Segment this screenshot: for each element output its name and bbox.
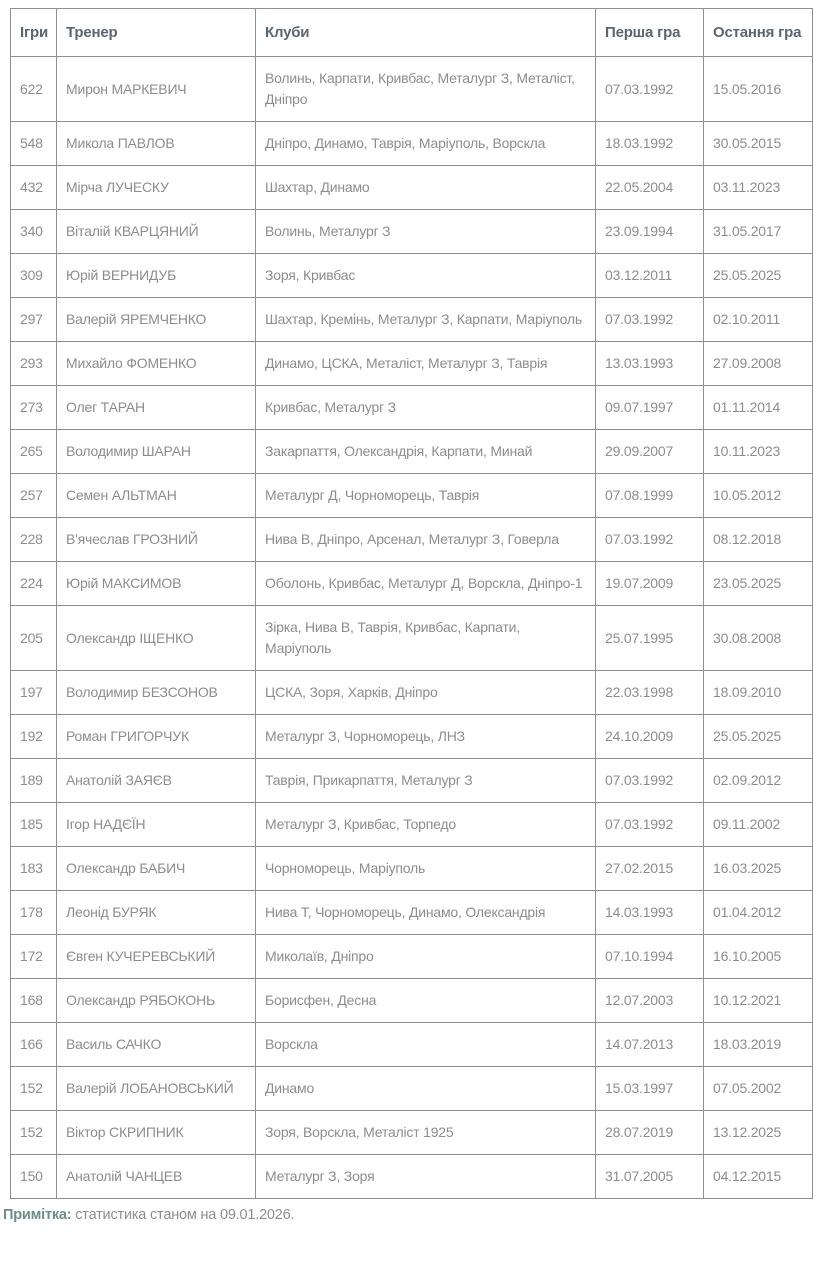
- cell-last-game: 30.08.2008: [704, 606, 813, 671]
- table-row: [11, 166, 813, 210]
- cell-coach: Олег ТАРАН: [57, 386, 256, 430]
- table-row: [11, 803, 813, 847]
- cell-coach: Анатолій ЗАЯЄВ: [57, 759, 256, 803]
- table-row: [11, 1155, 813, 1199]
- cell-clubs: Волинь, Металург З: [256, 210, 596, 254]
- table-row: [11, 715, 813, 759]
- cell-games: 152: [11, 1111, 57, 1155]
- cell-first-game: 24.10.2009: [596, 715, 704, 759]
- header-last-game: Остання гра: [704, 9, 813, 57]
- cell-first-game: 12.07.2003: [596, 979, 704, 1023]
- cell-last-game: 18.03.2019: [704, 1023, 813, 1067]
- cell-last-game: 04.12.2015: [704, 1155, 813, 1199]
- cell-coach: Олександр РЯБОКОНЬ: [57, 979, 256, 1023]
- cell-coach: Михайло ФОМЕНКО: [57, 342, 256, 386]
- cell-coach: Віктор СКРИПНИК: [57, 1111, 256, 1155]
- cell-games: 622: [11, 57, 57, 122]
- cell-last-game: 01.04.2012: [704, 891, 813, 935]
- cell-coach: Юрій МАКСИМОВ: [57, 562, 256, 606]
- cell-coach: Анатолій ЧАНЦЕВ: [57, 1155, 256, 1199]
- cell-last-game: 30.05.2015: [704, 122, 813, 166]
- table-row: [11, 891, 813, 935]
- table-row: [11, 210, 813, 254]
- cell-last-game: 16.03.2025: [704, 847, 813, 891]
- table-row: [11, 1067, 813, 1111]
- cell-last-game: 16.10.2005: [704, 935, 813, 979]
- cell-first-game: 22.03.1998: [596, 671, 704, 715]
- cell-first-game: 29.09.2007: [596, 430, 704, 474]
- cell-games: 205: [11, 606, 57, 671]
- cell-coach: Валерій ЛОБАНОВСЬКИЙ: [57, 1067, 256, 1111]
- cell-coach: Володимир ШАРАН: [57, 430, 256, 474]
- cell-games: 548: [11, 122, 57, 166]
- cell-last-game: 18.09.2010: [704, 671, 813, 715]
- table-header: [11, 9, 813, 57]
- cell-last-game: 10.05.2012: [704, 474, 813, 518]
- footnote-text: статистика станом на 09.01.2026.: [71, 1207, 295, 1223]
- cell-first-game: 25.07.1995: [596, 606, 704, 671]
- cell-games: 150: [11, 1155, 57, 1199]
- table-row: [11, 847, 813, 891]
- cell-clubs: Закарпаття, Олександрія, Карпати, Минай: [256, 430, 596, 474]
- cell-clubs: Динамо: [256, 1067, 596, 1111]
- cell-clubs: Зоря, Кривбас: [256, 254, 596, 298]
- cell-clubs: Металург Д, Чорноморець, Таврія: [256, 474, 596, 518]
- header-coach: Тренер: [57, 9, 256, 57]
- cell-first-game: 19.07.2009: [596, 562, 704, 606]
- cell-first-game: 09.07.1997: [596, 386, 704, 430]
- table-row: [11, 671, 813, 715]
- cell-clubs: Динамо, ЦСКА, Металіст, Металург З, Таврія: [256, 342, 596, 386]
- table-row: [11, 935, 813, 979]
- table-row: [11, 518, 813, 562]
- table-row: [11, 342, 813, 386]
- table-row: [11, 562, 813, 606]
- cell-first-game: 07.03.1992: [596, 57, 704, 122]
- cell-games: 185: [11, 803, 57, 847]
- cell-first-game: 28.07.2019: [596, 1111, 704, 1155]
- cell-games: 257: [11, 474, 57, 518]
- cell-first-game: 07.03.1992: [596, 518, 704, 562]
- cell-games: 273: [11, 386, 57, 430]
- cell-games: 152: [11, 1067, 57, 1111]
- cell-coach: Семен АЛЬТМАН: [57, 474, 256, 518]
- table-row: [11, 1023, 813, 1067]
- cell-first-game: 07.03.1992: [596, 759, 704, 803]
- cell-clubs: Дніпро, Динамо, Таврія, Маріуполь, Ворскла: [256, 122, 596, 166]
- cell-first-game: 07.03.1992: [596, 803, 704, 847]
- cell-clubs: Зоря, Ворскла, Металіст 1925: [256, 1111, 596, 1155]
- table-row: [11, 122, 813, 166]
- cell-clubs: Зірка, Нива В, Таврія, Кривбас, Карпати, Маріуполь: [256, 606, 596, 671]
- cell-first-game: 07.08.1999: [596, 474, 704, 518]
- cell-coach: В'ячеслав ГРОЗНИЙ: [57, 518, 256, 562]
- cell-games: 168: [11, 979, 57, 1023]
- header-clubs: Клуби: [256, 9, 596, 57]
- table-row: [11, 430, 813, 474]
- cell-first-game: 18.03.1992: [596, 122, 704, 166]
- cell-games: 192: [11, 715, 57, 759]
- cell-last-game: 01.11.2014: [704, 386, 813, 430]
- table-row: [11, 474, 813, 518]
- cell-clubs: Чорноморець, Маріуполь: [256, 847, 596, 891]
- cell-first-game: 07.10.1994: [596, 935, 704, 979]
- cell-clubs: Шахтар, Динамо: [256, 166, 596, 210]
- table-row: [11, 606, 813, 671]
- cell-clubs: Металург З, Кривбас, Торпедо: [256, 803, 596, 847]
- cell-clubs: Волинь, Карпати, Кривбас, Металург З, Металіст, Дніпро: [256, 57, 596, 122]
- cell-coach: Ігор НАДЄЇН: [57, 803, 256, 847]
- cell-clubs: Борисфен, Десна: [256, 979, 596, 1023]
- cell-last-game: 25.05.2025: [704, 254, 813, 298]
- cell-clubs: Нива Т, Чорноморець, Динамо, Олександрія: [256, 891, 596, 935]
- cell-first-game: 22.05.2004: [596, 166, 704, 210]
- cell-first-game: 31.07.2005: [596, 1155, 704, 1199]
- cell-last-game: 10.11.2023: [704, 430, 813, 474]
- cell-last-game: 03.11.2023: [704, 166, 813, 210]
- cell-clubs: Ворскла: [256, 1023, 596, 1067]
- table-body: [11, 57, 813, 1199]
- cell-games: 172: [11, 935, 57, 979]
- table-row: [11, 254, 813, 298]
- cell-last-game: 07.05.2002: [704, 1067, 813, 1111]
- cell-coach: Роман ГРИГОРЧУК: [57, 715, 256, 759]
- cell-games: 166: [11, 1023, 57, 1067]
- table-row: [11, 386, 813, 430]
- cell-games: 309: [11, 254, 57, 298]
- cell-first-game: 27.02.2015: [596, 847, 704, 891]
- cell-clubs: Шахтар, Кремінь, Металург З, Карпати, Маріуполь: [256, 298, 596, 342]
- cell-coach: Василь САЧКО: [57, 1023, 256, 1067]
- footnote: [3, 1206, 817, 1225]
- table-row: [11, 57, 813, 122]
- cell-games: 293: [11, 342, 57, 386]
- cell-clubs: Миколаїв, Дніпро: [256, 935, 596, 979]
- cell-clubs: Кривбас, Металург З: [256, 386, 596, 430]
- cell-coach: Віталій КВАРЦЯНИЙ: [57, 210, 256, 254]
- cell-coach: Володимир БЕЗСОНОВ: [57, 671, 256, 715]
- cell-games: 432: [11, 166, 57, 210]
- cell-clubs: Таврія, Прикарпаття, Металург З: [256, 759, 596, 803]
- cell-clubs: ЦСКА, Зоря, Харків, Дніпро: [256, 671, 596, 715]
- cell-last-game: 02.09.2012: [704, 759, 813, 803]
- cell-last-game: 31.05.2017: [704, 210, 813, 254]
- cell-games: 224: [11, 562, 57, 606]
- cell-last-game: 27.09.2008: [704, 342, 813, 386]
- header-first-game: Перша гра: [596, 9, 704, 57]
- cell-last-game: 23.05.2025: [704, 562, 813, 606]
- cell-coach: Мирон МАРКЕВИЧ: [57, 57, 256, 122]
- cell-first-game: 13.03.1993: [596, 342, 704, 386]
- cell-last-game: 08.12.2018: [704, 518, 813, 562]
- cell-first-game: 07.03.1992: [596, 298, 704, 342]
- cell-first-game: 23.09.1994: [596, 210, 704, 254]
- cell-clubs: Металург З, Чорноморець, ЛНЗ: [256, 715, 596, 759]
- cell-first-game: 03.12.2011: [596, 254, 704, 298]
- coaches-table: [10, 8, 813, 1199]
- cell-coach: Мірча ЛУЧЕСКУ: [57, 166, 256, 210]
- cell-coach: Олександр БАБИЧ: [57, 847, 256, 891]
- cell-last-game: 15.05.2016: [704, 57, 813, 122]
- table-row: [11, 759, 813, 803]
- cell-coach: Леонід БУРЯК: [57, 891, 256, 935]
- cell-last-game: 13.12.2025: [704, 1111, 813, 1155]
- cell-coach: Олександр ІЩЕНКО: [57, 606, 256, 671]
- cell-clubs: Нива В, Дніпро, Арсенал, Металург З, Говерла: [256, 518, 596, 562]
- cell-first-game: 15.03.1997: [596, 1067, 704, 1111]
- table-row: [11, 1111, 813, 1155]
- cell-games: 197: [11, 671, 57, 715]
- cell-first-game: 14.03.1993: [596, 891, 704, 935]
- cell-coach: Юрій ВЕРНИДУБ: [57, 254, 256, 298]
- cell-games: 183: [11, 847, 57, 891]
- header-row: [11, 9, 813, 57]
- table-row: [11, 298, 813, 342]
- cell-games: 265: [11, 430, 57, 474]
- cell-games: 297: [11, 298, 57, 342]
- cell-games: 228: [11, 518, 57, 562]
- cell-first-game: 14.07.2013: [596, 1023, 704, 1067]
- table-row: [11, 979, 813, 1023]
- cell-coach: Микола ПАВЛОВ: [57, 122, 256, 166]
- cell-games: 340: [11, 210, 57, 254]
- cell-clubs: Металург З, Зоря: [256, 1155, 596, 1199]
- cell-coach: Валерій ЯРЕМЧЕНКО: [57, 298, 256, 342]
- footnote-label: Примітка:: [3, 1207, 72, 1223]
- cell-last-game: 09.11.2002: [704, 803, 813, 847]
- cell-games: 178: [11, 891, 57, 935]
- cell-last-game: 02.10.2011: [704, 298, 813, 342]
- cell-clubs: Оболонь, Кривбас, Металург Д, Ворскла, Дніпро-1: [256, 562, 596, 606]
- cell-coach: Євген КУЧЕРЕВСЬКИЙ: [57, 935, 256, 979]
- cell-last-game: 10.12.2021: [704, 979, 813, 1023]
- header-games: Ігри: [11, 9, 57, 57]
- cell-last-game: 25.05.2025: [704, 715, 813, 759]
- cell-games: 189: [11, 759, 57, 803]
